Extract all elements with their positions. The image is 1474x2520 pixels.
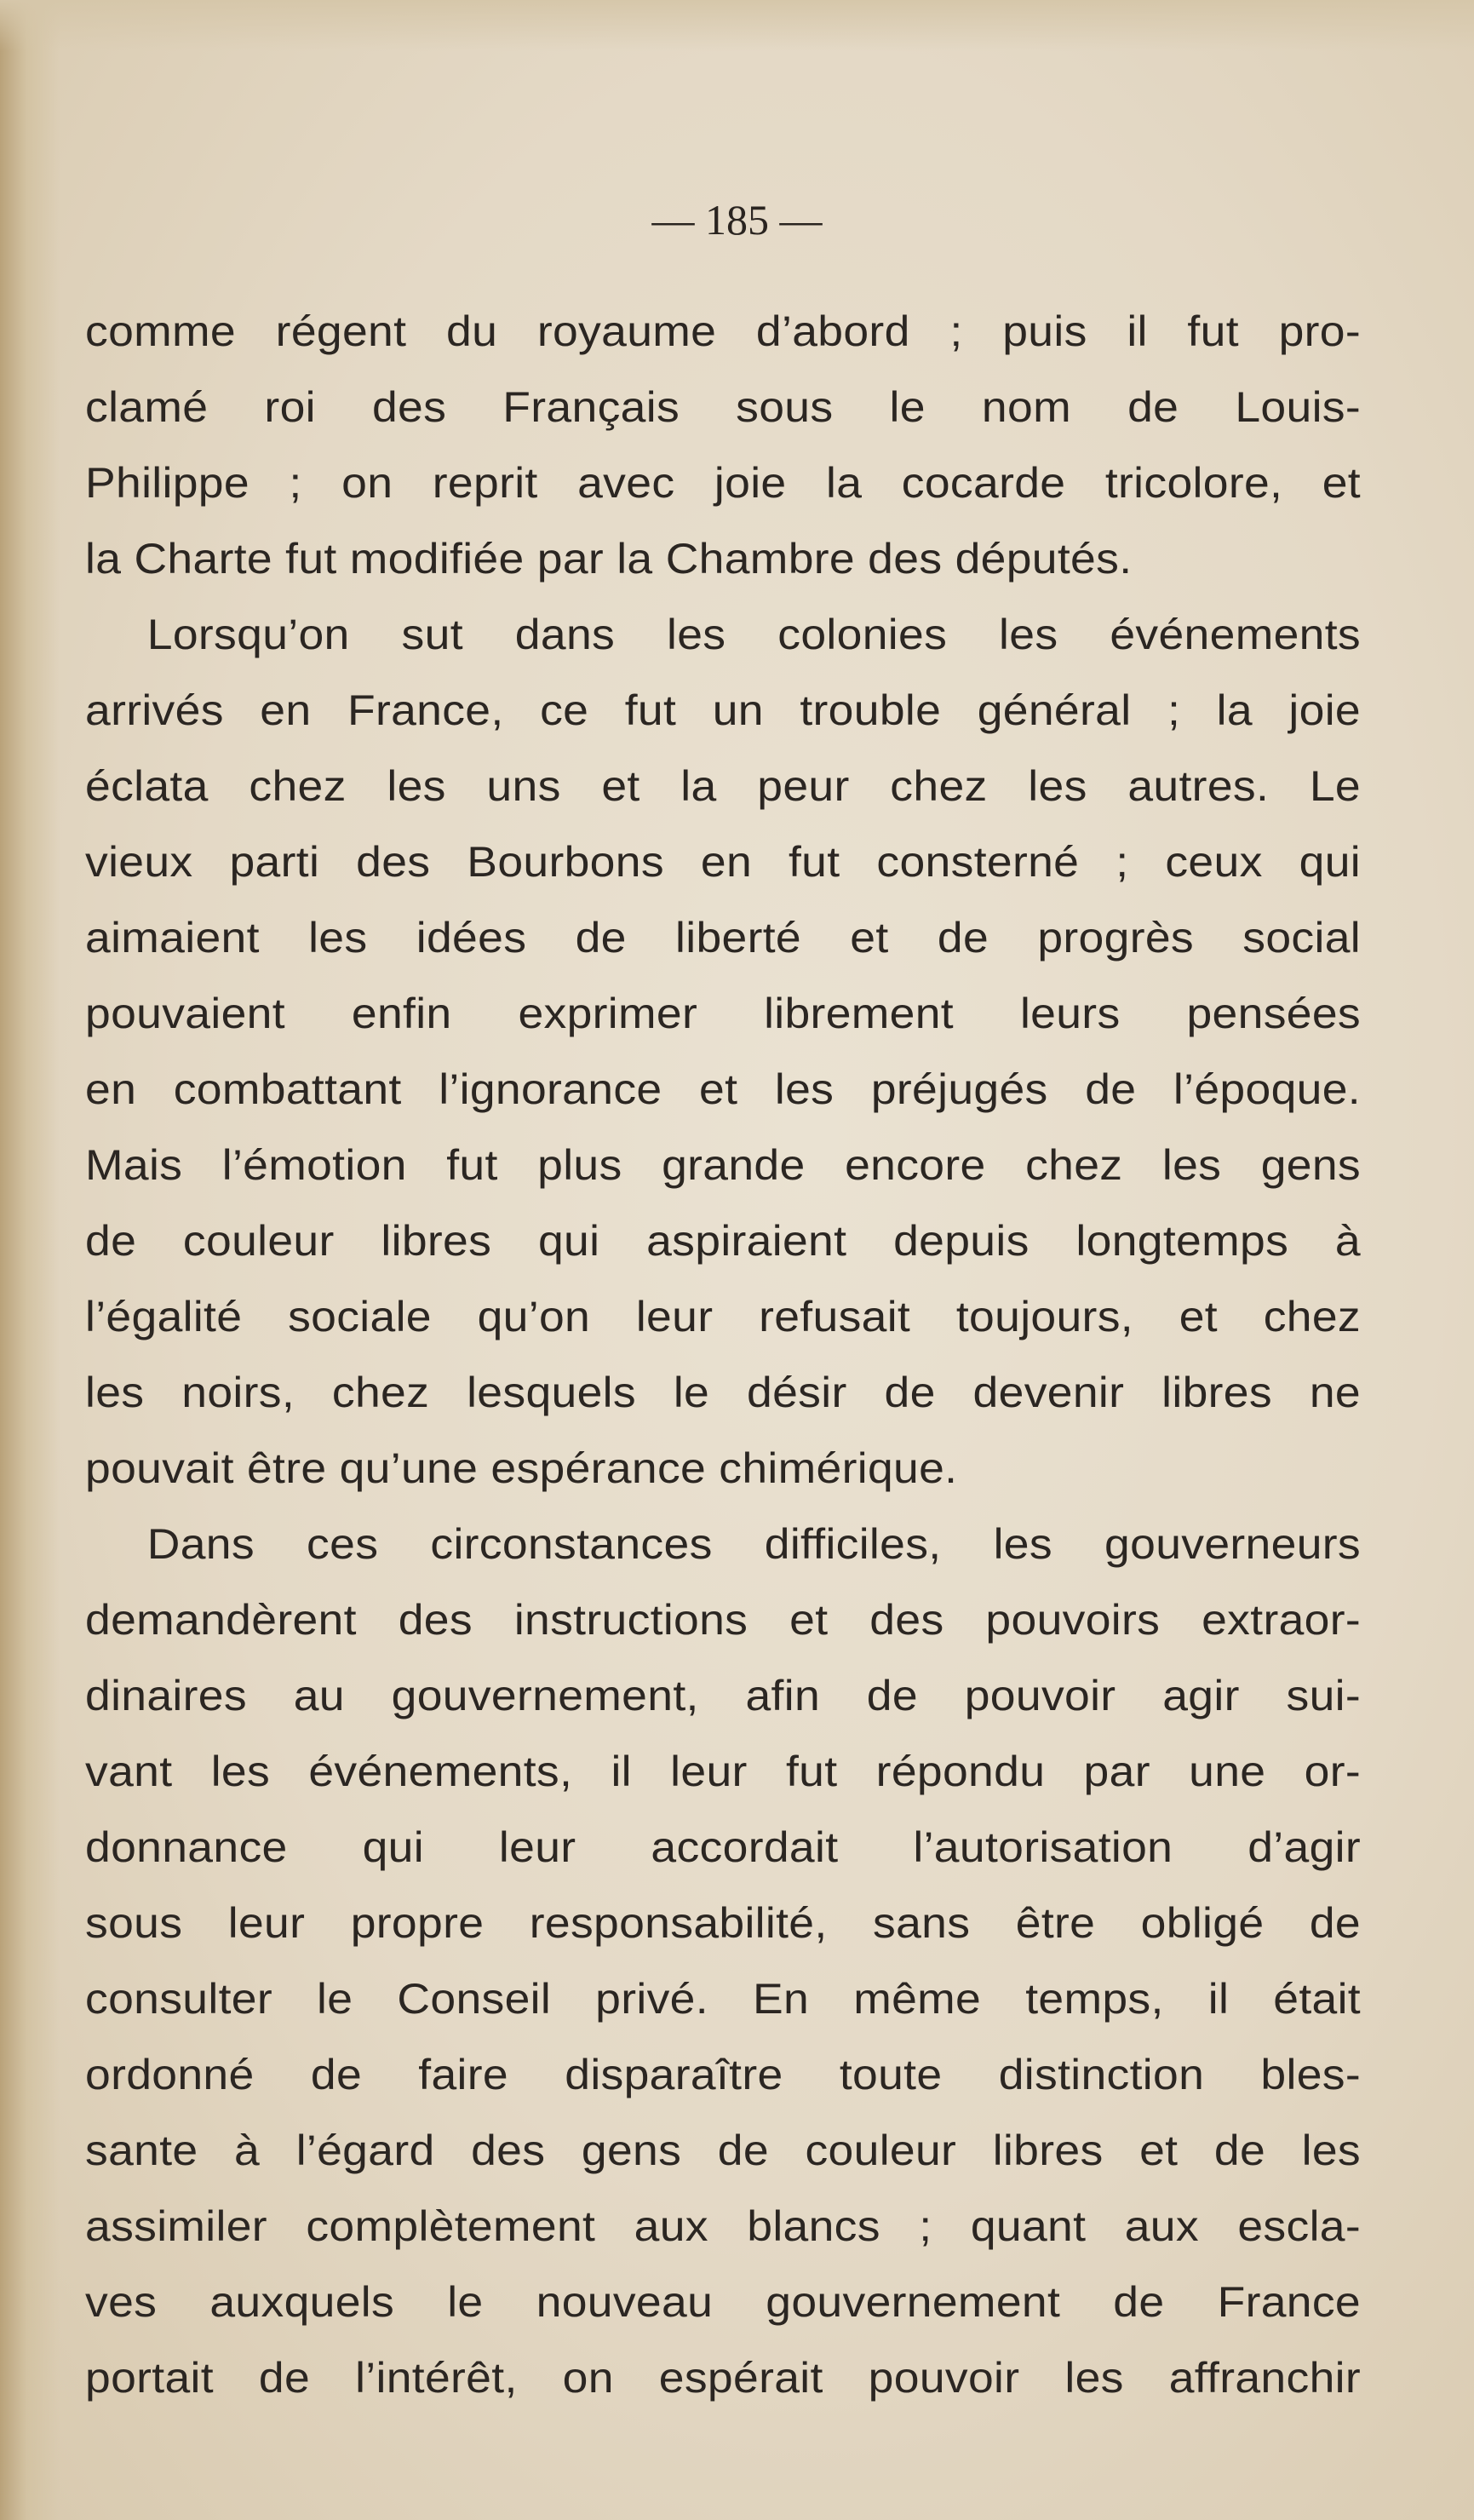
text-line: portait de l’intérêt, on espérait pouvoir les affranchir	[85, 2354, 1362, 2402]
page-number: — 185 —	[651, 196, 823, 244]
text-line: sous leur propre responsabilité, sans être obligé de	[85, 1899, 1362, 1947]
text-line: sante à l’égard des gens de couleur libres et de les	[85, 2127, 1362, 2174]
text-line: pouvait être qu’une espérance chimérique.	[85, 1444, 958, 1492]
text-line: clamé roi des Français sous le nom de Louis-	[85, 383, 1362, 431]
text-line: pouvaient enfin exprimer librement leurs pensées	[85, 990, 1362, 1037]
text-line: les noirs, chez lesquels le désir de devenir libres ne	[85, 1369, 1362, 1416]
text-line: arrivés en France, ce fut un trouble général ; la joie	[85, 686, 1362, 734]
text-line: donnance qui leur accordait l’autorisation d’agir	[85, 1823, 1362, 1871]
text-line: assimiler complètement aux blancs ; quant aux escla-	[85, 2202, 1362, 2250]
text-line: de couleur libres qui aspiraient depuis longtemps à	[85, 1217, 1362, 1265]
text-line: consulter le Conseil privé. En même temps, il était	[85, 1975, 1362, 2023]
text-line: aimaient les idées de liberté et de progrès social	[85, 914, 1362, 962]
text-line: Lorsqu’on sut dans les colonies les événements	[146, 611, 1362, 658]
text-line: en combattant l’ignorance et les préjugés de l’époque.	[85, 1065, 1362, 1113]
text-line: demandèrent des instructions et des pouvoirs extraor-	[85, 1596, 1362, 1644]
text-line: Philippe ; on reprit avec joie la cocarde tricolore, et	[85, 459, 1362, 507]
text-line: dinaires au gouvernement, afin de pouvoir agir sui-	[85, 1672, 1362, 1719]
text-line: ves auxquels le nouveau gouvernement de France	[85, 2278, 1362, 2326]
text-line: éclata chez les uns et la peur chez les autres. Le	[85, 762, 1362, 810]
text-line: Mais l’émotion fut plus grande encore chez les gens	[85, 1141, 1362, 1189]
text-line: vieux parti des Bourbons en fut consterné ; ceux qui	[85, 838, 1362, 886]
page-text	[85, 294, 1362, 2416]
text-line: vant les événements, il leur fut répondu par une or-	[85, 1748, 1362, 1795]
text-line: Dans ces circonstances difficiles, les gouverneurs	[146, 1520, 1362, 1568]
text-line: la Charte fut modifiée par la Chambre des députés.	[85, 535, 1133, 583]
text-line: l’égalité sociale qu’on leur refusait toujours, et chez	[85, 1293, 1362, 1340]
text-line: comme régent du royaume d’abord ; puis il fut pro-	[85, 307, 1362, 355]
text-line: ordonné de faire disparaître toute distinction bles-	[85, 2051, 1362, 2098]
